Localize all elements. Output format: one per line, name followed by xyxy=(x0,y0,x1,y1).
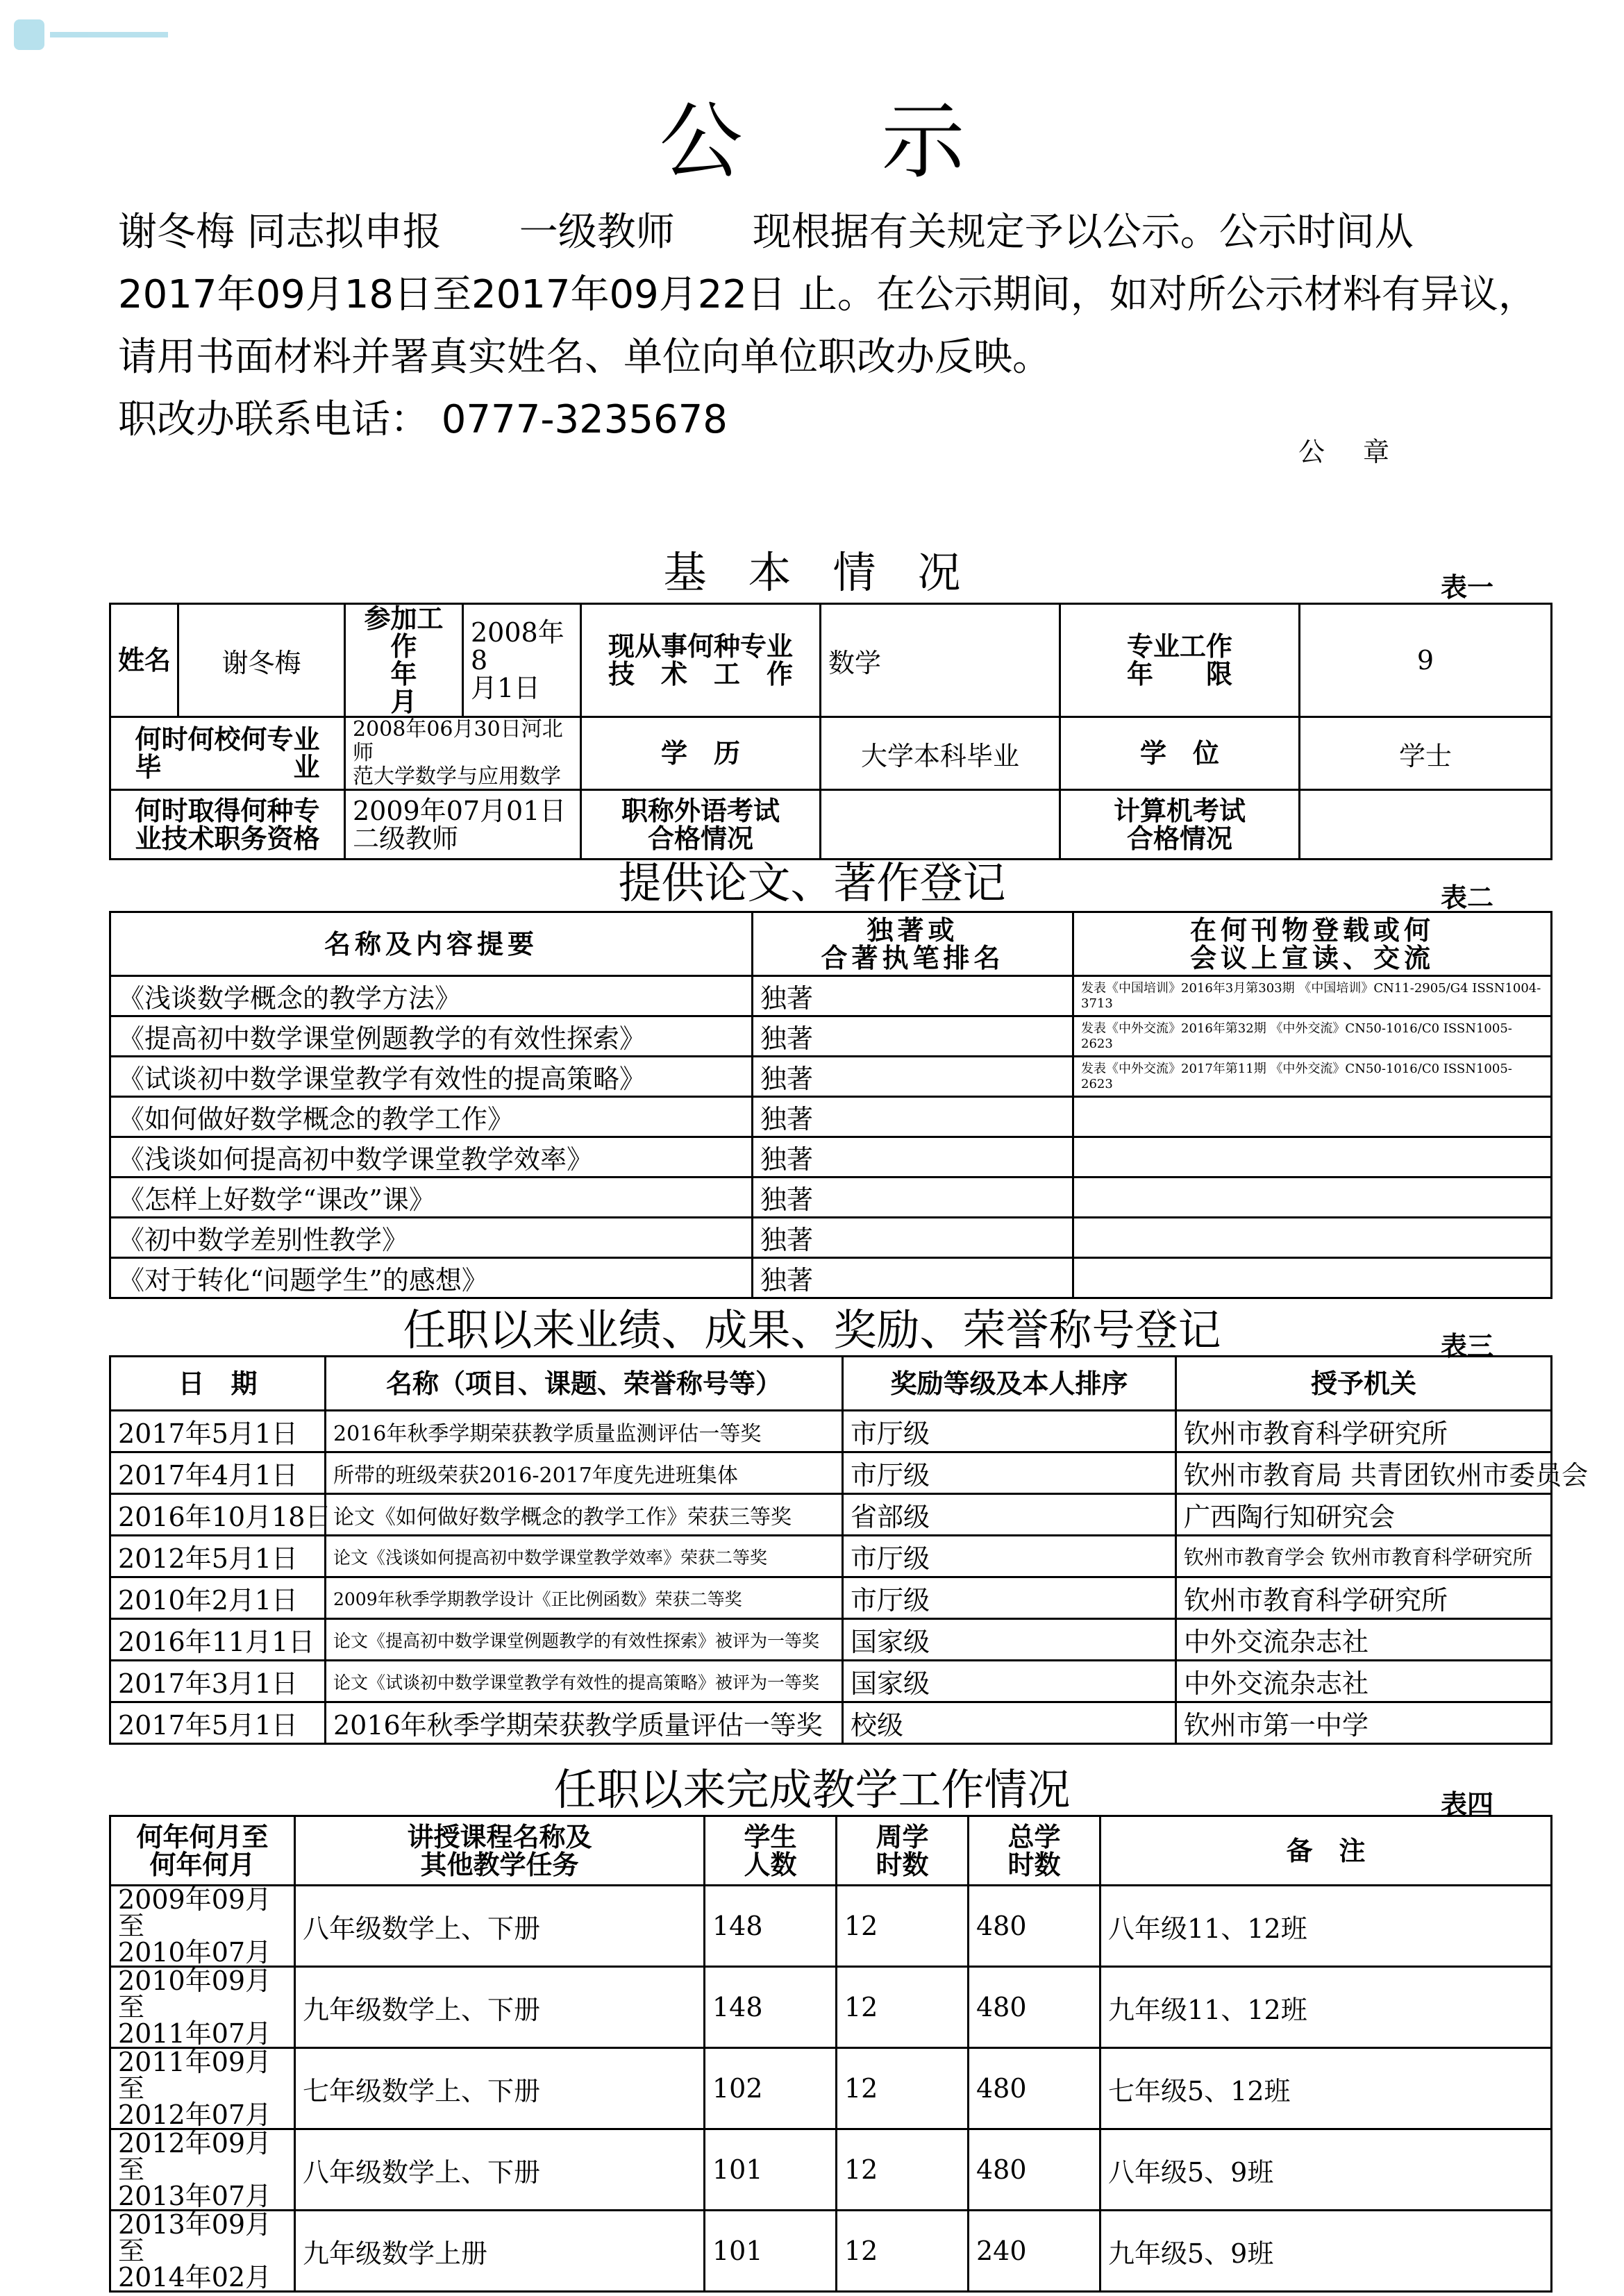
watermark-logo xyxy=(12,12,172,54)
field-value: 数学 xyxy=(821,604,1060,717)
teaching-period-end: 2014年02月 xyxy=(118,2262,272,2293)
award-date: 2017年3月1日 xyxy=(110,1661,326,1702)
paper-row xyxy=(110,976,1552,1016)
paper-name: 《怎样上好数学“课改”课》 xyxy=(110,1178,753,1218)
award-level: 省部级 xyxy=(843,1494,1176,1536)
teaching-period-end: 2012年07月 xyxy=(118,2100,272,2130)
awards-header-level: 奖励等级及本人排序 xyxy=(843,1357,1176,1411)
name-label: 姓名 xyxy=(110,604,178,717)
papers-header-name: 名称及内容提要 xyxy=(110,912,753,976)
teaching-row xyxy=(110,1886,1552,1967)
paper-row xyxy=(110,1178,1552,1218)
award-date: 2010年2月1日 xyxy=(110,1577,326,1619)
paper-row xyxy=(110,1016,1552,1057)
paper-author: 独著 xyxy=(753,1218,1073,1258)
award-row xyxy=(110,1536,1552,1577)
teaching-course: 八年级数学上、下册 xyxy=(295,2129,705,2211)
award-level: 国家级 xyxy=(843,1619,1176,1661)
teaching-header-period: 何年何月至 何年何月 xyxy=(110,1816,295,1886)
paper-name: 《初中数学差别性教学》 xyxy=(110,1218,753,1258)
language-exam-label: 职称外语考试 合格情况 xyxy=(581,790,821,860)
teaching-total-hours: 480 xyxy=(969,1967,1100,2048)
paper-author: 独著 xyxy=(753,976,1073,1016)
papers-header-publication: 在何刊物登载或何 会议上宣读、交流 xyxy=(1073,912,1552,976)
teaching-students: 102 xyxy=(705,2048,837,2129)
intro-line-1: 谢冬梅 同志拟申报 一级教师 现根据有关规定予以公示。公示时间从 xyxy=(118,210,1414,255)
teaching-note: 八年级11、12班 xyxy=(1100,1886,1552,1967)
papers-header-author: 独著或 合著执笔排名 xyxy=(753,912,1073,976)
teaching-row xyxy=(110,2129,1552,2211)
award-date: 2016年10月18日 xyxy=(110,1494,326,1536)
awards-header-date: 日 期 xyxy=(110,1357,326,1411)
teaching-period-end: 2011年07月 xyxy=(118,2018,272,2049)
paper-name: 《提高初中数学课堂例题教学的有效性探索》 xyxy=(110,1016,753,1057)
teaching-note: 九年级11、12班 xyxy=(1100,1967,1552,2048)
language-exam-value xyxy=(821,790,1060,860)
work-start-label: 参加工作 年 月 xyxy=(345,604,463,717)
paper-name: 《如何做好数学概念的教学工作》 xyxy=(110,1097,753,1137)
paper-name: 《浅谈如何提高初中数学课堂教学效率》 xyxy=(110,1137,753,1178)
teaching-period-start: 2011年09月至 xyxy=(118,2047,272,2104)
teaching-note: 七年级5、12班 xyxy=(1100,2048,1552,2129)
paper-author: 独著 xyxy=(753,1258,1073,1298)
qualification-value: 2009年07月01日 二级教师 xyxy=(345,790,581,860)
teaching-weekly-hours: 12 xyxy=(837,2211,969,2292)
computer-exam-label: 计算机考试 合格情况 xyxy=(1060,790,1300,860)
paper-name: 《对于转化“问题学生”的感想》 xyxy=(110,1258,753,1298)
education-label: 学 历 xyxy=(581,717,821,790)
paper-publication xyxy=(1073,1097,1552,1137)
award-name: 2016年秋季学期荣获教学质量评估一等奖 xyxy=(326,1702,843,1744)
award-name: 论文《提高初中数学课堂例题教学的有效性探索》被评为一等奖 xyxy=(326,1619,843,1661)
teaching-students: 101 xyxy=(705,2129,837,2211)
award-name: 论文《试谈初中数学课堂教学有效性的提高策略》被评为一等奖 xyxy=(326,1661,843,1702)
computer-exam-value xyxy=(1300,790,1552,860)
teaching-course: 九年级数学上、下册 xyxy=(295,1967,705,2048)
table3-tag: 表三 xyxy=(1441,1331,1494,1361)
award-name: 2016年秋季学期荣获教学质量监测评估一等奖 xyxy=(326,1411,843,1452)
award-row xyxy=(110,1702,1552,1744)
teaching-note: 九年级5、9班 xyxy=(1100,2211,1552,2292)
award-date: 2017年5月1日 xyxy=(110,1411,326,1452)
award-name: 2009年秋季学期教学设计《正比例函数》荣获二等奖 xyxy=(326,1577,843,1619)
teaching-total-hours: 240 xyxy=(969,2211,1100,2292)
award-level: 市厅级 xyxy=(843,1452,1176,1494)
teaching-period xyxy=(110,2211,295,2292)
intro-line-2: 2017年09月18日至2017年09月22日 止。在公示期间，如对所公示材料有异议， xyxy=(118,272,1537,317)
teaching-row xyxy=(110,2211,1552,2292)
paper-publication xyxy=(1073,1258,1552,1298)
paper-row xyxy=(110,1097,1552,1137)
teaching-weekly-hours: 12 xyxy=(837,1967,969,2048)
paper-row xyxy=(110,1137,1552,1178)
award-level: 校级 xyxy=(843,1702,1176,1744)
teaching-weekly-hours: 12 xyxy=(837,2048,969,2129)
teaching-period xyxy=(110,2048,295,2129)
teaching-weekly-hours: 12 xyxy=(837,2129,969,2211)
award-date: 2012年5月1日 xyxy=(110,1536,326,1577)
award-date: 2017年5月1日 xyxy=(110,1702,326,1744)
award-row xyxy=(110,1661,1552,1702)
intro-line-3: 请用书面材料并署真实姓名、单位向单位职改办反映。 xyxy=(118,335,1051,380)
paper-row xyxy=(110,1057,1552,1097)
teaching-row xyxy=(110,2048,1552,2129)
teaching-students: 101 xyxy=(705,2211,837,2292)
table4-tag: 表四 xyxy=(1441,1789,1494,1820)
basic-info-title: 基本情况 xyxy=(663,547,1003,598)
paper-publication xyxy=(1073,1218,1552,1258)
graduation-label: 何时何校何专业 毕 业 xyxy=(110,717,345,790)
award-org: 钦州市教育局 共青团钦州市委员会 xyxy=(1176,1452,1552,1494)
paper-publication xyxy=(1073,1137,1552,1178)
paper-publication: 发表《中国培训》2016年3月第303期 《中国培训》CN11-2905/G4 ISSN1004-3713 xyxy=(1073,976,1552,1016)
award-date: 2016年11月1日 xyxy=(110,1619,326,1661)
intro-line-4: 职改办联系电话： 0777-3235678 xyxy=(118,397,728,442)
papers-table xyxy=(109,911,1552,1299)
awards-header-name: 名称（项目、课题、荣誉称号等） xyxy=(326,1357,843,1411)
paper-author: 独著 xyxy=(753,1057,1073,1097)
paper-publication xyxy=(1073,1178,1552,1218)
teaching-header-total-hours: 总学 时数 xyxy=(969,1816,1100,1886)
award-row xyxy=(110,1494,1552,1536)
award-org: 广西陶行知研究会 xyxy=(1176,1494,1552,1536)
award-level: 国家级 xyxy=(843,1661,1176,1702)
award-org: 中外交流杂志社 xyxy=(1176,1661,1552,1702)
work-start-value: 2008年8 月1日 xyxy=(463,604,581,717)
award-row xyxy=(110,1619,1552,1661)
degree-label: 学 位 xyxy=(1060,717,1300,790)
teaching-students: 148 xyxy=(705,1967,837,2048)
teaching-period-start: 2009年09月至 xyxy=(118,1884,272,1941)
teaching-row xyxy=(110,1967,1552,2048)
teaching-table xyxy=(109,1815,1552,2293)
award-level: 市厅级 xyxy=(843,1536,1176,1577)
award-org: 钦州市教育学会 钦州市教育科学研究所 xyxy=(1176,1536,1552,1577)
award-name: 所带的班级荣获2016-2017年度先进班集体 xyxy=(326,1452,843,1494)
teaching-course: 七年级数学上、下册 xyxy=(295,2048,705,2129)
award-level: 市厅级 xyxy=(843,1411,1176,1452)
awards-header-org: 授予机关 xyxy=(1176,1357,1552,1411)
teaching-note: 八年级5、9班 xyxy=(1100,2129,1552,2211)
award-row xyxy=(110,1577,1552,1619)
teaching-period-start: 2010年09月至 xyxy=(118,1966,272,2022)
award-org: 钦州市教育科学研究所 xyxy=(1176,1577,1552,1619)
teaching-header-weekly-hours: 周学 时数 xyxy=(837,1816,969,1886)
award-date: 2017年4月1日 xyxy=(110,1452,326,1494)
paper-author: 独著 xyxy=(753,1016,1073,1057)
paper-author: 独著 xyxy=(753,1178,1073,1218)
work-years-value: 9 xyxy=(1300,604,1552,717)
award-org: 中外交流杂志社 xyxy=(1176,1619,1552,1661)
teaching-students: 148 xyxy=(705,1886,837,1967)
paper-row xyxy=(110,1218,1552,1258)
teaching-title: 任职以来完成教学工作情况 xyxy=(553,1764,1071,1815)
award-level: 市厅级 xyxy=(843,1577,1176,1619)
teaching-total-hours: 480 xyxy=(969,2048,1100,2129)
paper-author: 独著 xyxy=(753,1097,1073,1137)
paper-author: 独著 xyxy=(753,1137,1073,1178)
teaching-total-hours: 480 xyxy=(969,1886,1100,1967)
announcement-text xyxy=(118,201,1548,451)
teaching-header-course: 讲授课程名称及 其他教学任务 xyxy=(295,1816,705,1886)
teaching-course: 八年级数学上、下册 xyxy=(295,1886,705,1967)
field-label: 现从事何种专业 技 术 工 作 xyxy=(581,604,821,717)
awards-title: 任职以来业绩、成果、奖励、荣誉称号登记 xyxy=(403,1305,1221,1355)
degree-value: 学士 xyxy=(1300,717,1552,790)
award-name: 论文《如何做好数学概念的教学工作》荣获三等奖 xyxy=(326,1494,843,1536)
teaching-course: 九年级数学上册 xyxy=(295,2211,705,2292)
paper-publication: 发表《中外交流》2017年第11期 《中外交流》CN50-1016/C0 ISSN1005-2623 xyxy=(1073,1057,1552,1097)
paper-publication: 发表《中外交流》2016年第32期 《中外交流》CN50-1016/C0 ISSN1005-2623 xyxy=(1073,1016,1552,1057)
award-row xyxy=(110,1411,1552,1452)
teaching-total-hours: 480 xyxy=(969,2129,1100,2211)
basic-info-table xyxy=(109,603,1552,860)
award-name: 论文《浅谈如何提高初中数学课堂教学效率》荣获二等奖 xyxy=(326,1536,843,1577)
award-org: 钦州市第一中学 xyxy=(1176,1702,1552,1744)
award-row xyxy=(110,1452,1552,1494)
qualification-label: 何时取得何种专 业技术职务资格 xyxy=(110,790,345,860)
teaching-period-end: 2010年07月 xyxy=(118,1937,272,1968)
awards-table xyxy=(109,1355,1589,1745)
graduation-value: 2008年06月30日河北师 范大学数学与应用数学 xyxy=(345,717,581,790)
paper-row xyxy=(110,1258,1552,1298)
seal-label: 公章 xyxy=(1298,437,1428,467)
name-value: 谢冬梅 xyxy=(178,604,345,717)
teaching-period xyxy=(110,1886,295,1967)
teaching-header-note: 备 注 xyxy=(1100,1816,1552,1886)
teaching-period xyxy=(110,1967,295,2048)
work-years-label: 专业工作 年 限 xyxy=(1060,604,1300,717)
teaching-period-start: 2013年09月至 xyxy=(118,2209,272,2266)
teaching-period-start: 2012年09月至 xyxy=(118,2128,272,2185)
paper-name: 《试谈初中数学课堂教学有效性的提高策略》 xyxy=(110,1057,753,1097)
table2-tag: 表二 xyxy=(1441,882,1494,913)
education-value: 大学本科毕业 xyxy=(821,717,1060,790)
papers-title: 提供论文、著作登记 xyxy=(618,857,1006,908)
teaching-period xyxy=(110,2129,295,2211)
page-title: 公示 xyxy=(659,94,1104,190)
paper-name: 《浅谈数学概念的教学方法》 xyxy=(110,976,753,1016)
teaching-header-students: 学生 人数 xyxy=(705,1816,837,1886)
teaching-period-end: 2013年07月 xyxy=(118,2181,272,2211)
teaching-weekly-hours: 12 xyxy=(837,1886,969,1967)
award-org: 钦州市教育科学研究所 xyxy=(1176,1411,1552,1452)
table1-tag: 表一 xyxy=(1441,572,1494,603)
